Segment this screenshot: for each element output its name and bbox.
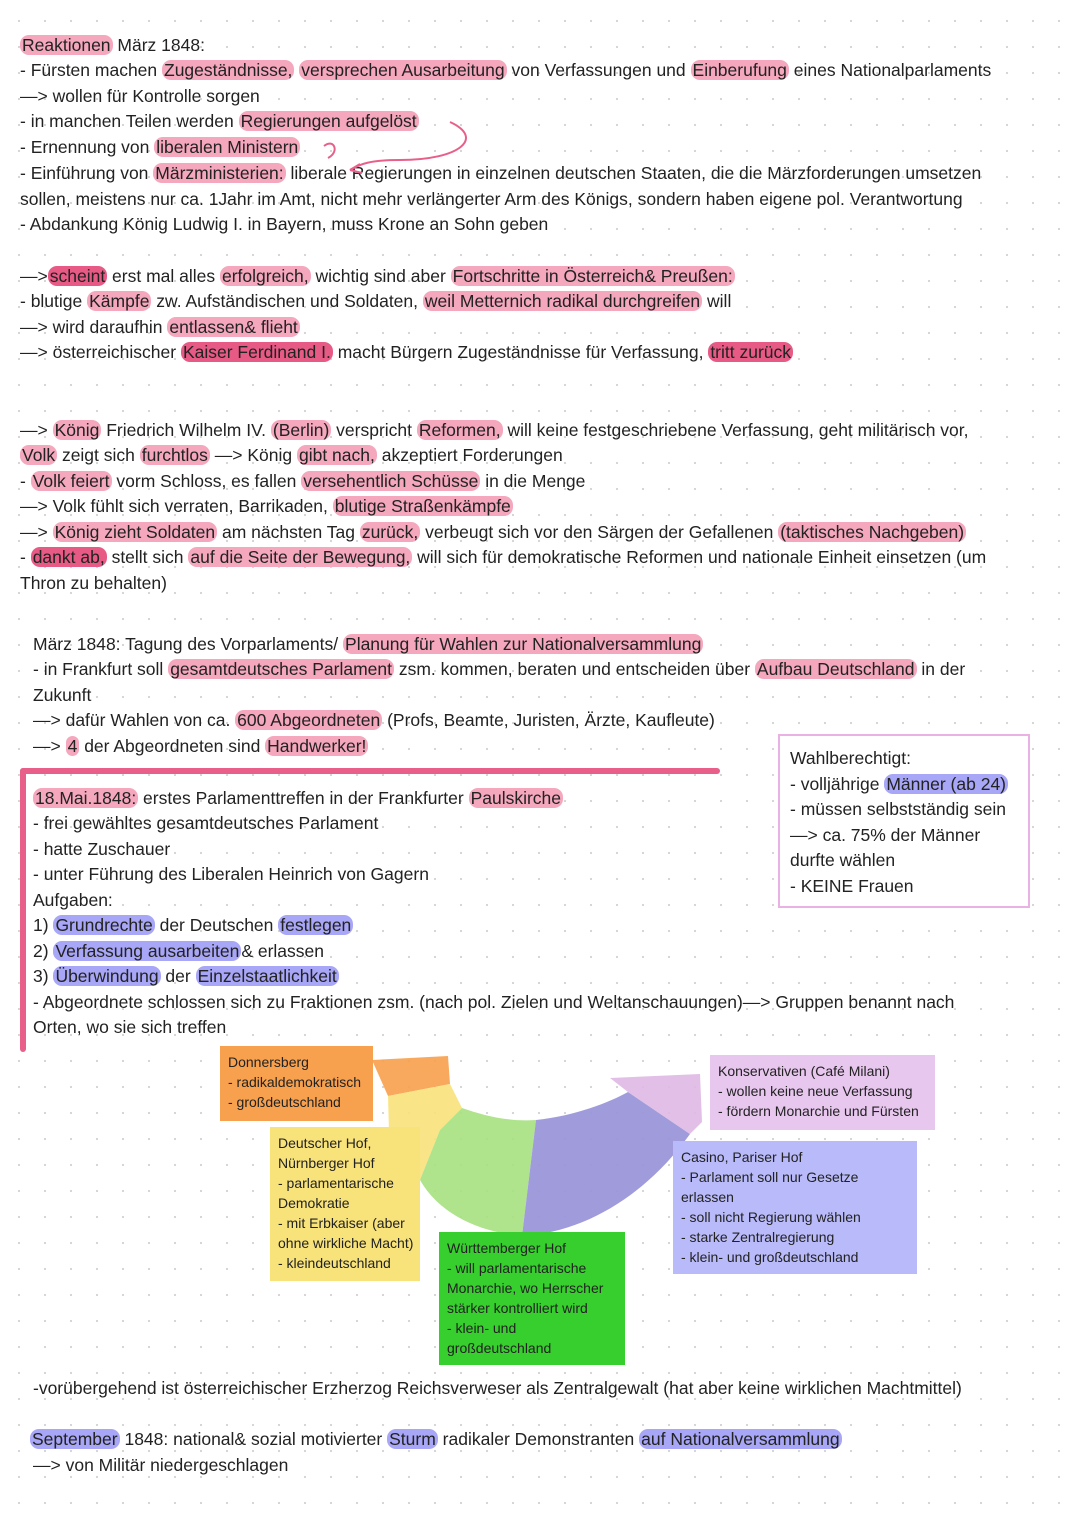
box-title: Wahlberechtigt: [790,748,911,768]
highlight: festlegen [280,915,352,935]
line-koenig-fw [20,418,969,443]
highlight: Volk feiert [32,471,110,491]
highlight: Zugeständnisse, [164,60,293,80]
line-frankfurt [33,657,965,682]
highlight: Regierungen aufgelöst [240,111,417,131]
box-line [790,772,1018,798]
faction-note-casino [673,1141,917,1274]
text: März 1848: [112,35,205,55]
line-fuersten [20,58,991,83]
wahlberechtigt-box [778,734,1030,908]
line-kaempfe [20,289,731,314]
text: der Deutschen [154,915,279,935]
highlight: weil Metternich radikal durchgreifen [424,291,701,311]
line-gagern: - unter Führung des Liberalen Heinrich von Gagern [33,864,429,884]
highlight: erfolgreich, [222,266,309,286]
text: - Ernennung von [20,137,155,157]
line-paulskirche [33,786,563,811]
note-line: - großdeutschland [228,1094,341,1110]
line-zuschauer: - hatte Zuschauer [33,839,171,859]
section-bracket [20,768,26,1052]
line-handwerker [33,734,368,759]
text: (Profs, Beamte, Juristen, Ärzte, Kaufleute) [382,710,715,730]
note-line: erlassen [681,1189,734,1205]
text: - [20,471,31,491]
line-ernennung [20,135,300,160]
text: März 1848: Tagung des Vorparlaments/ [33,634,344,654]
line-ferdinand [20,340,793,365]
text: der [160,966,196,986]
highlight: König zieht Soldaten [54,522,216,542]
highlight: Fortschritte in Österreich& Preußen: [452,266,733,286]
text: —> [20,266,48,286]
text: will sich für demokratische Reformen und nationale Einheit einsetzen (um [412,547,987,567]
line-orten: Orten, wo sie sich treffen [33,1017,227,1037]
note-line: Casino, Pariser Hof [681,1149,803,1165]
line-september [30,1427,842,1452]
note-line: Monarchie, wo Herrscher [447,1280,604,1296]
text: - volljährige [790,773,885,794]
text: - in Frankfurt soll [33,659,169,679]
highlight: gesamtdeutsches Parlament [170,659,392,679]
highlight: entlassen& flieht [169,317,298,337]
highlight: (Berlin) [272,420,330,440]
text: —> [33,736,66,756]
highlight: 600 Abgeordneten [237,710,381,730]
highlight: Überwindung [55,966,159,986]
text: —> [20,420,53,440]
highlight: 18.Mai.1848: [35,788,137,808]
note-line: - parlamentarische [278,1175,394,1191]
box-line: durfte wählen [790,850,896,870]
note-line: - Parlament soll nur Gesetze [681,1169,859,1185]
text: - Fürsten machen [20,60,162,80]
line-reichsverweser: -vorübergehend ist österreichischer Erzherzog Reichsverweser als Zentralgewalt (hat aber keine wirklichen Machtmittel) [33,1378,962,1398]
text: vorm Schloss, es fallen [111,471,302,491]
highlight: Aufbau Deutschland [756,659,915,679]
box-line: - müssen selbstständig sein [790,799,1006,819]
box-line: - KEINE Frauen [790,875,914,896]
line-verantwortung: sollen, meistens nur ca. 1Jahr im Amt, nicht mehr verlängerter Arm des Königs, sondern haben eigene pol. Verantwortung [20,189,963,209]
note-line: Konservativen (Café Milani) [718,1063,890,1079]
text: in der [916,659,966,679]
highlight: Kaiser Ferdinand I. [182,342,331,362]
highlight: Märzministerien: [155,163,284,183]
text: - [20,547,31,567]
line-entlassen [20,315,300,340]
text: in die Menge [480,471,586,491]
section-divider [20,768,720,774]
curved-arrow-icon [310,118,480,178]
note-line: - klein- und großdeutschland [681,1249,859,1265]
note-line: - mit Erbkaiser (aber [278,1215,405,1231]
note-line: - wollen keine neue Verfassung [718,1083,913,1099]
text: verspricht [331,420,417,440]
text: - Einführung von [20,163,154,183]
text: will [702,291,732,311]
line-volk-furchtlos [20,443,563,468]
note-line: - will parlamentarische [447,1260,587,1276]
text: & erlassen [241,941,325,961]
highlight: auf die Seite der Bewegung, [190,547,411,567]
text: akzeptiert Forderungen [376,445,563,465]
text: zsm. kommen, beraten und entscheiden über [393,659,755,679]
note-line: - fördern Monarchie und Fürsten [718,1103,919,1119]
text: 1) [33,915,54,935]
line-abdankung: - Abdankung König Ludwig I. in Bayern, muss Krone an Sohn geben [20,214,549,234]
line-militaer: —> von Militär niedergeschlagen [33,1455,289,1475]
text: —> Volk fühlt sich verraten, Barrikaden, [20,496,333,516]
note-line: Donnersberg [228,1054,309,1070]
text: am nächsten Tag [217,522,360,542]
line-zukunft: Zukunft [33,685,92,705]
text: zw. Aufständischen und Soldaten, [151,291,423,311]
line-reaktionen-heading [20,33,205,58]
highlight: tritt zurück [710,342,792,362]
note-line: ohne wirkliche Macht) [278,1235,414,1251]
line-aufgaben: Aufgaben: [33,890,113,910]
faction-note-donnersberg [220,1046,373,1121]
line-aufgabe-3 [33,964,339,989]
highlight: Kämpfe [89,291,150,311]
line-maerzministerien [20,161,981,186]
faction-note-konservative [710,1055,935,1130]
text: 2) [33,941,54,961]
box-line: —> ca. 75% der Männer [790,824,981,845]
highlight: Einzelstaatlichkeit [197,966,337,986]
text: eines Nationalparlaments [788,60,992,80]
highlight: Handwerker! [267,736,367,756]
line-scheint [20,264,735,289]
line-aufgabe-2 [33,939,324,964]
highlight: Reformen, [418,420,501,440]
text: erst mal alles [107,266,220,286]
line-frei: - frei gewähltes gesamtdeutsches Parlament [33,813,379,833]
highlight: Verfassung ausarbeiten [55,941,240,961]
highlight: dankt ab, [32,547,105,567]
highlight: Reaktionen [22,35,111,55]
text: 1848: national& sozial motivierter [119,1429,388,1449]
text: will keine festgeschriebene Verfassung, geht militärisch vor, [502,420,969,440]
text: —> österreichischer [20,342,181,362]
text: —> König [209,445,297,465]
highlight: scheint [49,266,106,286]
text: macht Bürgern Zugeständnisse für Verfassung, [332,342,709,362]
highlight: Einberufung [692,60,787,80]
line-wahlen [33,708,715,733]
highlight: Männer (ab 24) [886,773,1007,794]
text: 3) [33,966,54,986]
highlight: Paulskirche [470,788,562,808]
text: —> wird daraufhin [20,317,168,337]
note-line: - soll nicht Regierung wählen [681,1209,861,1225]
faction-note-deutscher-hof [270,1127,420,1281]
line-kontrolle: —> wollen für Kontrolle sorgen [20,86,260,106]
highlight: König [54,420,100,440]
text: stellt sich [106,547,189,567]
text: —> [20,522,53,542]
text: wichtig sind aber [310,266,451,286]
line-aufgabe-1 [33,913,353,938]
note-line: stärker kontrolliert wird [447,1300,588,1316]
line-soldaten [20,520,966,545]
highlight: Grundrechte [55,915,153,935]
note-line: - klein- und [447,1320,517,1336]
highlight: liberalen Ministern [156,137,299,157]
text: von Verfassungen und [506,60,691,80]
line-volk-feiert [20,469,585,494]
highlight: versprechen Ausarbeitung [301,60,505,80]
text: Friedrich Wilhelm IV. [101,420,271,440]
line-fraktionen: - Abgeordnete schlossen sich zu Fraktionen zsm. (nach pol. Zielen und Weltanschauungen)—> Gruppen benannt nach [33,992,955,1012]
line-thron: Thron zu behalten) [20,573,167,593]
note-line: großdeutschland [447,1340,552,1356]
note-line: Nürnberger Hof [278,1155,375,1171]
highlight: blutige Straßenkämpfe [334,496,511,516]
highlight: Planung für Wahlen zur Nationalversammlung [345,634,702,654]
highlight: gibt nach, [298,445,375,465]
text: radikaler Demonstranten [437,1429,640,1449]
note-line: Württemberger Hof [447,1240,567,1256]
note-line: Demokratie [278,1195,350,1211]
highlight: auf Nationalversammlung [641,1429,840,1449]
note-line: Deutscher Hof, [278,1135,372,1151]
line-vorparlament [33,632,703,657]
faction-note-wuerttemberger [439,1232,625,1365]
line-dankt-ab [20,545,986,570]
text: zeigt sich [57,445,140,465]
highlight: Volk [22,445,56,465]
text: der Abgeordneten sind [79,736,266,756]
line-barrikaden [20,494,513,519]
text: liberale Regierungen in einzelnen deutschen Staaten, die die Märzforderungen umsetzen [285,163,982,183]
highlight: 4 [67,736,78,756]
highlight: September [32,1429,118,1449]
highlight: furchtlos [141,445,208,465]
highlight: versehentlich Schüsse [303,471,479,491]
highlight: Sturm [389,1429,436,1449]
text: erstes Parlamenttreffen in der Frankfurter [138,788,469,808]
note-line: - radikaldemokratisch [228,1074,362,1090]
note-line: - kleindeutschland [278,1255,391,1271]
text: —> dafür Wahlen von ca. [33,710,236,730]
highlight: zurück, [361,522,419,542]
text: - in manchen Teilen werden [20,111,239,131]
text: verbeugt sich vor den Särgen der Gefallenen [420,522,779,542]
text: - blutige [20,291,88,311]
highlight: (taktisches Nachgeben) [780,522,965,542]
note-line: - starke Zentralregierung [681,1229,835,1245]
